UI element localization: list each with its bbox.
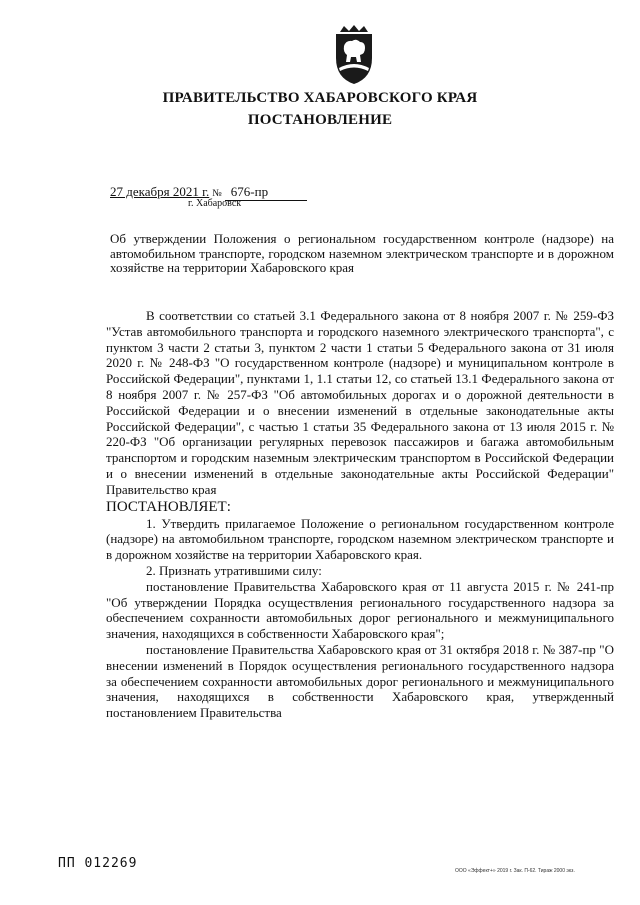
item-1-paragraph: 1. Утвердить прилагаемое Положение о региональном государственном контроле (надзоре) на автомобильном транспорте, городском наземном электрическом транспорте и в дорожном хозяйстве на территории Хабаровского края. (106, 515, 614, 563)
number-sign: № (212, 188, 222, 199)
item-2-paragraph: 2. Признать утратившими силу: (146, 562, 322, 578)
document-body (106, 308, 614, 721)
coat-of-arms-icon (330, 24, 378, 86)
resolves-heading: ПОСТАНОВЛЯЕТ: (106, 498, 231, 515)
serial-number: ПП 012269 (58, 856, 138, 871)
document-type-title: ПОСТАНОВЛЕНИЕ (247, 112, 393, 128)
printer-imprint: ООО «Эффект+» 2019 г. Зак. П-62. Тираж 2000 экз. (455, 868, 575, 874)
repeal-1-paragraph: постановление Правительства Хабаровского края от 11 августа 2015 г. № 241-пр "Об утверждении Порядка осуществления регионального государственного надзора за обеспечением сохранности автомобильных дорог регионального и межмуниципального значения, находящихся в собственности Хабаровского края"; (106, 578, 614, 642)
city-name: г. Хабаровск (188, 198, 242, 209)
preamble-paragraph: В соответствии со статьей 3.1 Федерального закона от 8 ноября 2007 г. № 259-ФЗ "Устав автомобильного транспорта и городского наземного электрического транспорта", с пунктом 3 части 2 статьи 3, пунктом 2 части 1 статьи 5 Федерального закона от 31 июля 2020 г. № 248-ФЗ "О государственном контроле (надзоре) и муниципальном контроле в Российской Федерации", пунктами 1, 1.1 статьи 12, со статьей 13.1 Федерального закона от 8 ноября 2007 г. № 257-ФЗ "Об автомобильных дорогах и о дорожной деятельности в Российской Федерации и о внесении изменений в отдельные законодательные акты Российской Федерации", с частью 1 статьи 35 Федерального закона от 13 июля 2015 г. № 220-ФЗ "Об организации регулярных перевозок пассажиров и багажа автомобильным транспортом и городским наземным электрическим транспортом в Российской Федерации и о внесении изменений в отдельные законодательные акты Российской Федерации" Правительство края (106, 308, 614, 497)
government-title: ПРАВИТЕЛЬСТВО ХАБАРОВСКОГО КРАЯ (162, 90, 478, 106)
document-subject: Об утверждении Положения о региональном государственном контроле (надзоре) на автомобильном транспорте, городском наземном электрическом транспорте и в дорожном хозяйстве на территории Хабаровского края (110, 231, 614, 275)
repeal-2-paragraph: постановление Правительства Хабаровского края от 31 октября 2018 г. № 387-пр "О внесении изменений в Порядок осуществления регионального государственного надзора за обеспечением сохранности автомобильных дорог регионального и межмуниципального значения, находящихся в собственности Хабаровского края, утвержденный постановлением Правительства (106, 641, 614, 721)
document-number: 676-пр (225, 184, 307, 201)
document-date: 27 декабря 2021 г. (110, 184, 210, 199)
